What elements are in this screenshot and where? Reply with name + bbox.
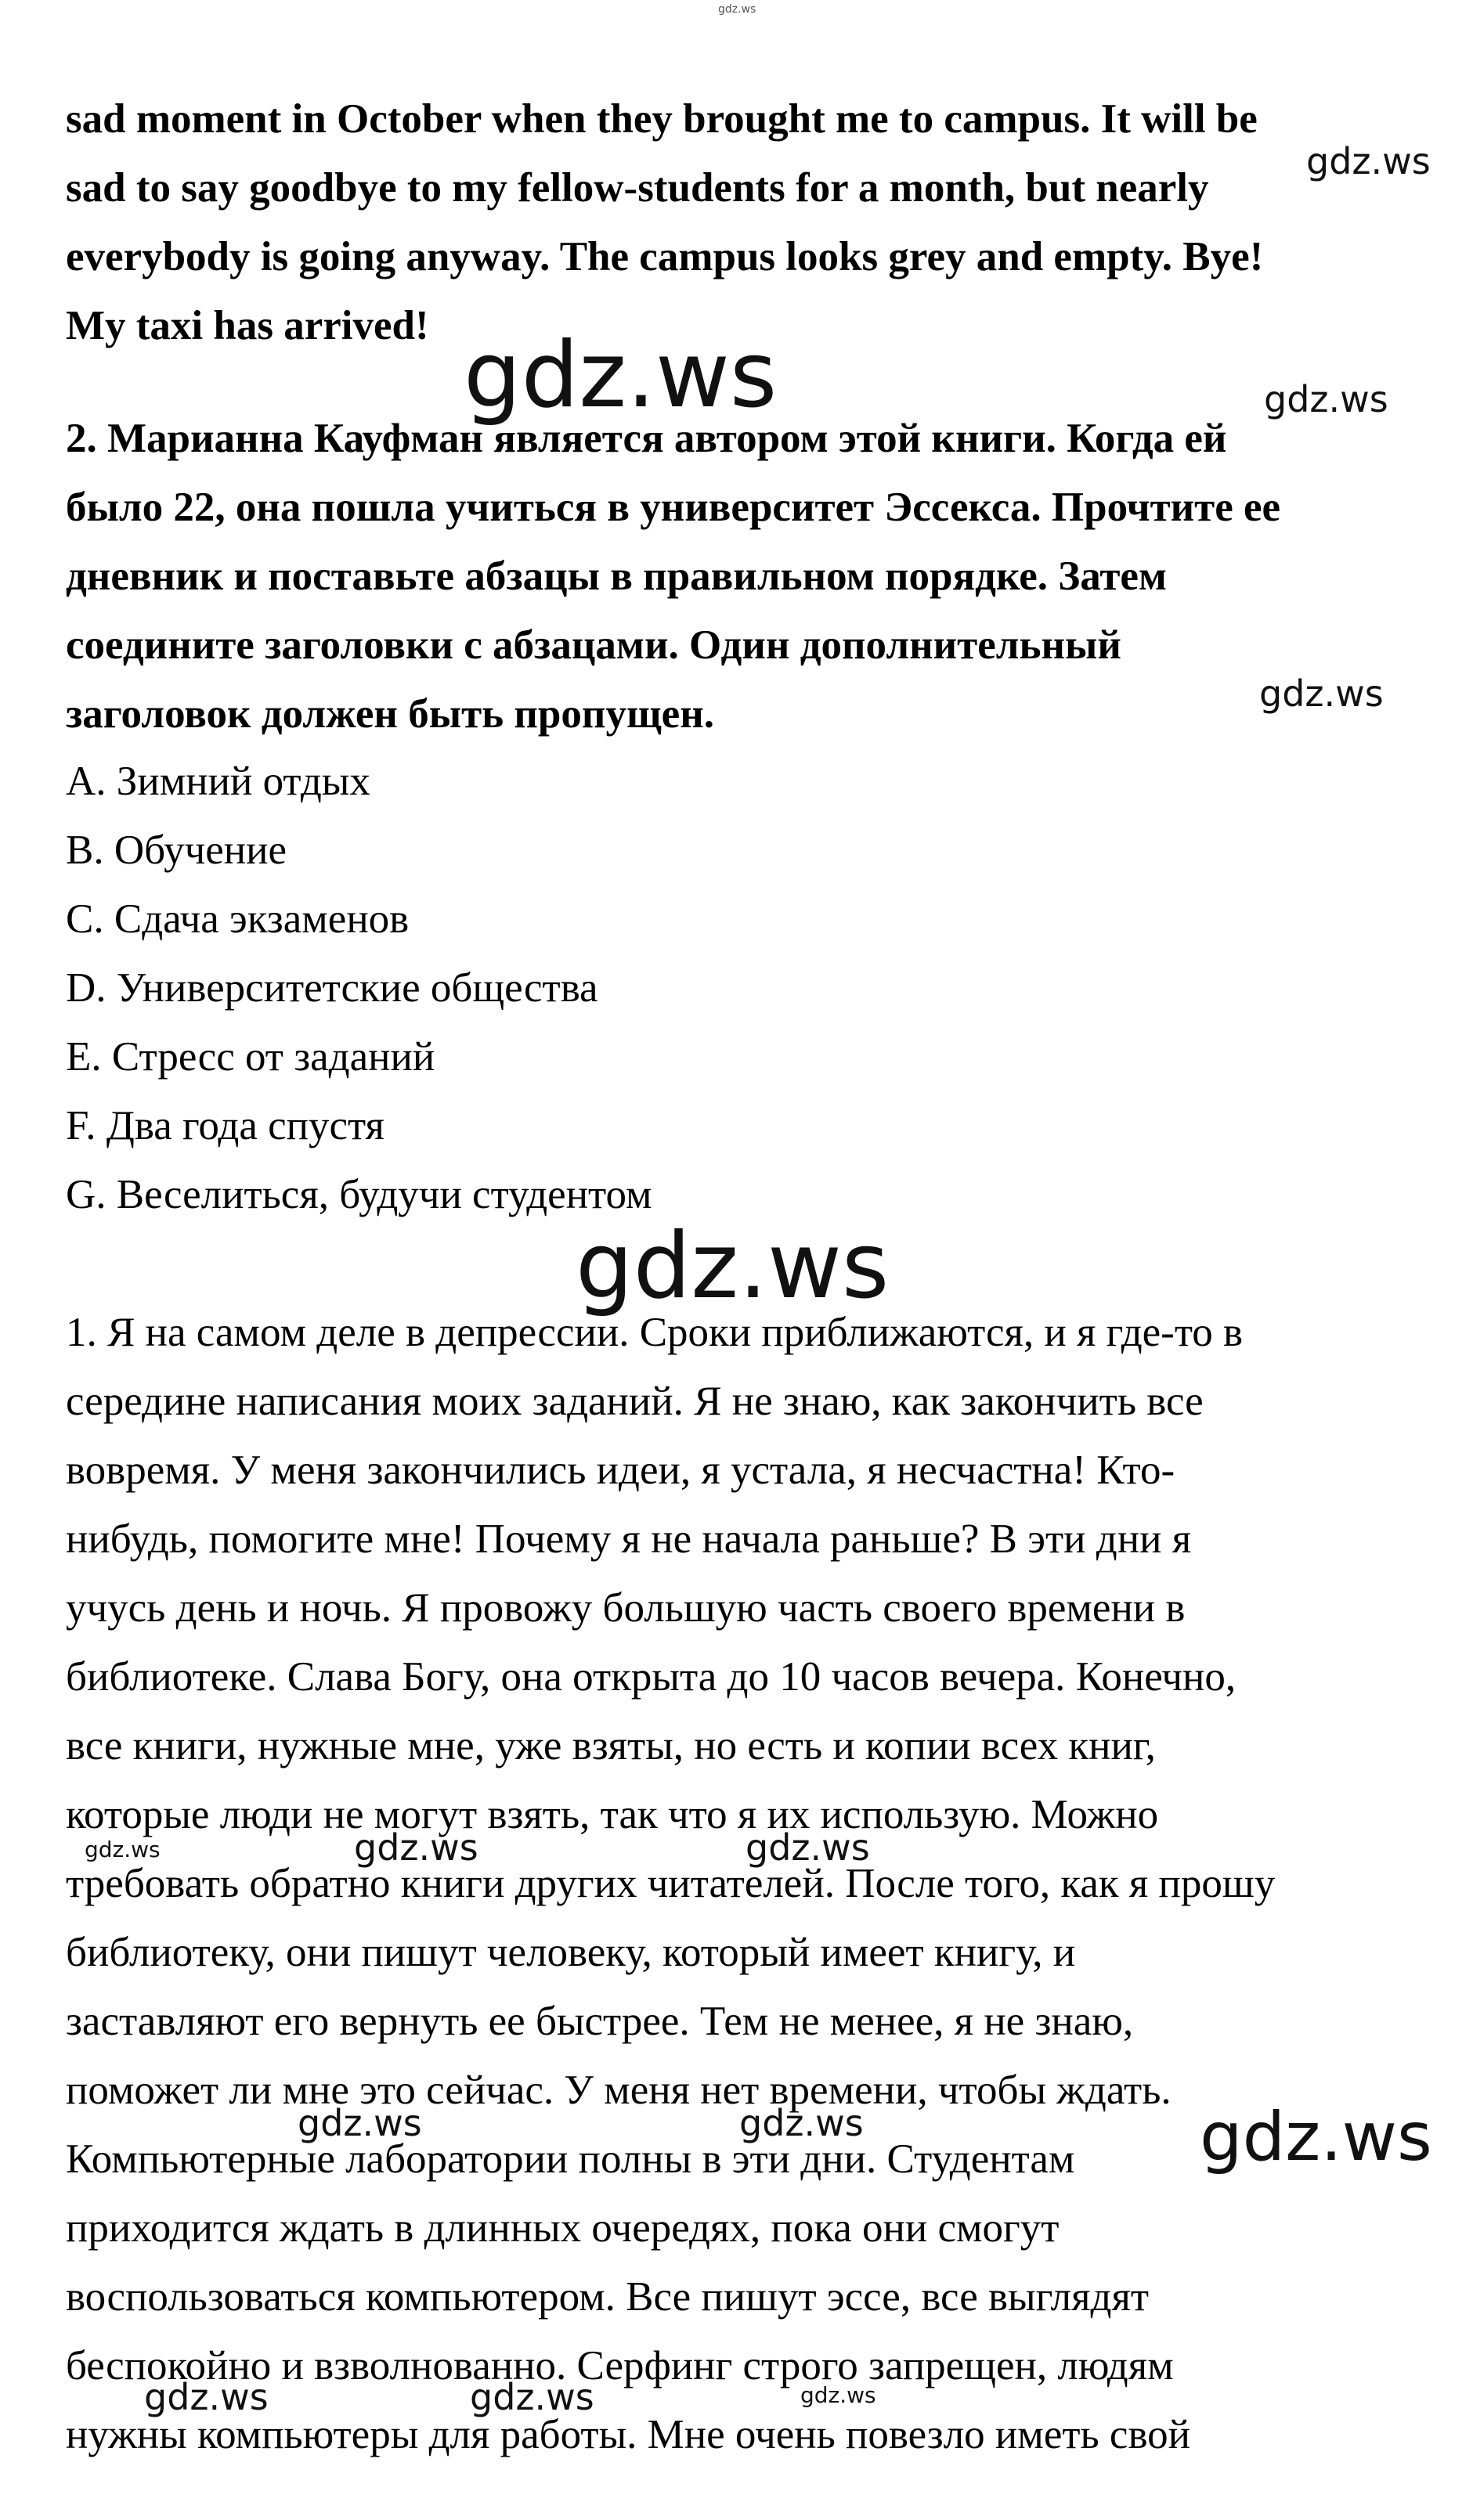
text-line: беспокойно и взволнованно. Серфинг строго запрещен, людям xyxy=(66,2343,1174,2388)
watermark: gdz.ws xyxy=(576,1213,890,1319)
text-line: everybody is going anyway. The campus looks grey and empty. Bye! xyxy=(66,234,1264,279)
heading-item: E. Стресс от заданий xyxy=(66,1034,435,1080)
heading-item: G. Веселиться, будучи студентом xyxy=(66,1172,652,1217)
text-line: sad moment in October when they brought me to campus. It will be xyxy=(66,96,1258,142)
text-line: нибудь, помогите мне! Почему я не начала раньше? В эти дни я xyxy=(66,1516,1192,1562)
watermark: gdz.ws xyxy=(464,323,778,428)
watermark-top: gdz.ws xyxy=(718,3,756,16)
text-line: дневник и поставьте абзацы в правильном порядке. Затем xyxy=(66,553,1167,599)
watermark: gdz.ws xyxy=(1264,378,1388,420)
text-line: учусь день и ночь. Я провожу большую часть своего времени в xyxy=(66,1585,1186,1631)
text-line: воспользоваться компьютером. Все пишут эссе, все выглядят xyxy=(66,2274,1149,2320)
text-line: все книги, нужные мне, уже взяты, но есть и копии всех книг, xyxy=(66,1723,1156,1768)
text-line: библиотеку, они пишут человеку, который имеет книгу, и xyxy=(66,1930,1076,1975)
watermark: gdz.ws xyxy=(800,2382,876,2408)
text-line: поможет ли мне это сейчас. У меня нет времени, чтобы ждать. xyxy=(66,2068,1172,2113)
text-line: соедините заголовки с абзацами. Один дополнительный xyxy=(66,622,1121,668)
watermark: gdz.ws xyxy=(298,2102,422,2144)
text-line: библиотеке. Слава Богу, она открыта до 10 часов вечера. Конечно, xyxy=(66,1654,1237,1700)
text-line: которые люди не могут взять, так что я их использую. Можно xyxy=(66,1792,1159,1837)
text-line: заголовок должен быть пропущен. xyxy=(66,691,714,737)
text-line: Компьютерные лаборатории полны в эти дни. Студентам xyxy=(66,2136,1075,2182)
text-line: заставляют его вернуть ее быстрее. Тем не менее, я не знаю, xyxy=(66,1999,1134,2044)
text-line: было 22, она пошла учиться в университет Эссекса. Прочтите ее xyxy=(66,485,1281,530)
text-line: вовремя. У меня закончились идеи, я устала, я несчастна! Кто- xyxy=(66,1447,1175,1493)
heading-item: F. Два года спустя xyxy=(66,1103,384,1148)
heading-item: C. Сдача экзаменов xyxy=(66,896,410,942)
heading-item: A. Зимний отдых xyxy=(66,759,370,804)
text-line: приходится ждать в длинных очередях, пока они смогут xyxy=(66,2205,1060,2251)
text-line: нужны компьютеры для работы. Мне очень повезло иметь свой xyxy=(66,2412,1190,2457)
text-line: 2. Марианна Кауфман является автором этой книги. Когда ей xyxy=(66,416,1227,461)
watermark: gdz.ws xyxy=(1200,2098,1432,2176)
text-line: 1. Я на самом деле в депрессии. Сроки приближаются, и я где-то в xyxy=(66,1310,1244,1355)
watermark: gdz.ws xyxy=(144,2376,269,2418)
text-line: требовать обратно книги других читателей. После того, как я прошу xyxy=(66,1861,1276,1906)
watermark: gdz.ws xyxy=(470,2376,594,2418)
watermark: gdz.ws xyxy=(739,2102,864,2144)
watermark: gdz.ws xyxy=(1259,672,1384,715)
text-line: середине написания моих заданий. Я не знаю, как закончить все xyxy=(66,1379,1204,1424)
text-line: sad to say goodbye to my fellow-students for a month, but nearly xyxy=(66,165,1209,211)
watermark: gdz.ws xyxy=(746,1826,870,1869)
watermark: gdz.ws xyxy=(1306,140,1431,182)
text-line: My taxi has arrived! xyxy=(66,303,429,348)
watermark: gdz.ws xyxy=(85,1837,161,1862)
heading-item: B. Обучение xyxy=(66,827,287,873)
heading-item: D. Университетские общества xyxy=(66,965,598,1011)
watermark: gdz.ws xyxy=(354,1826,478,1869)
